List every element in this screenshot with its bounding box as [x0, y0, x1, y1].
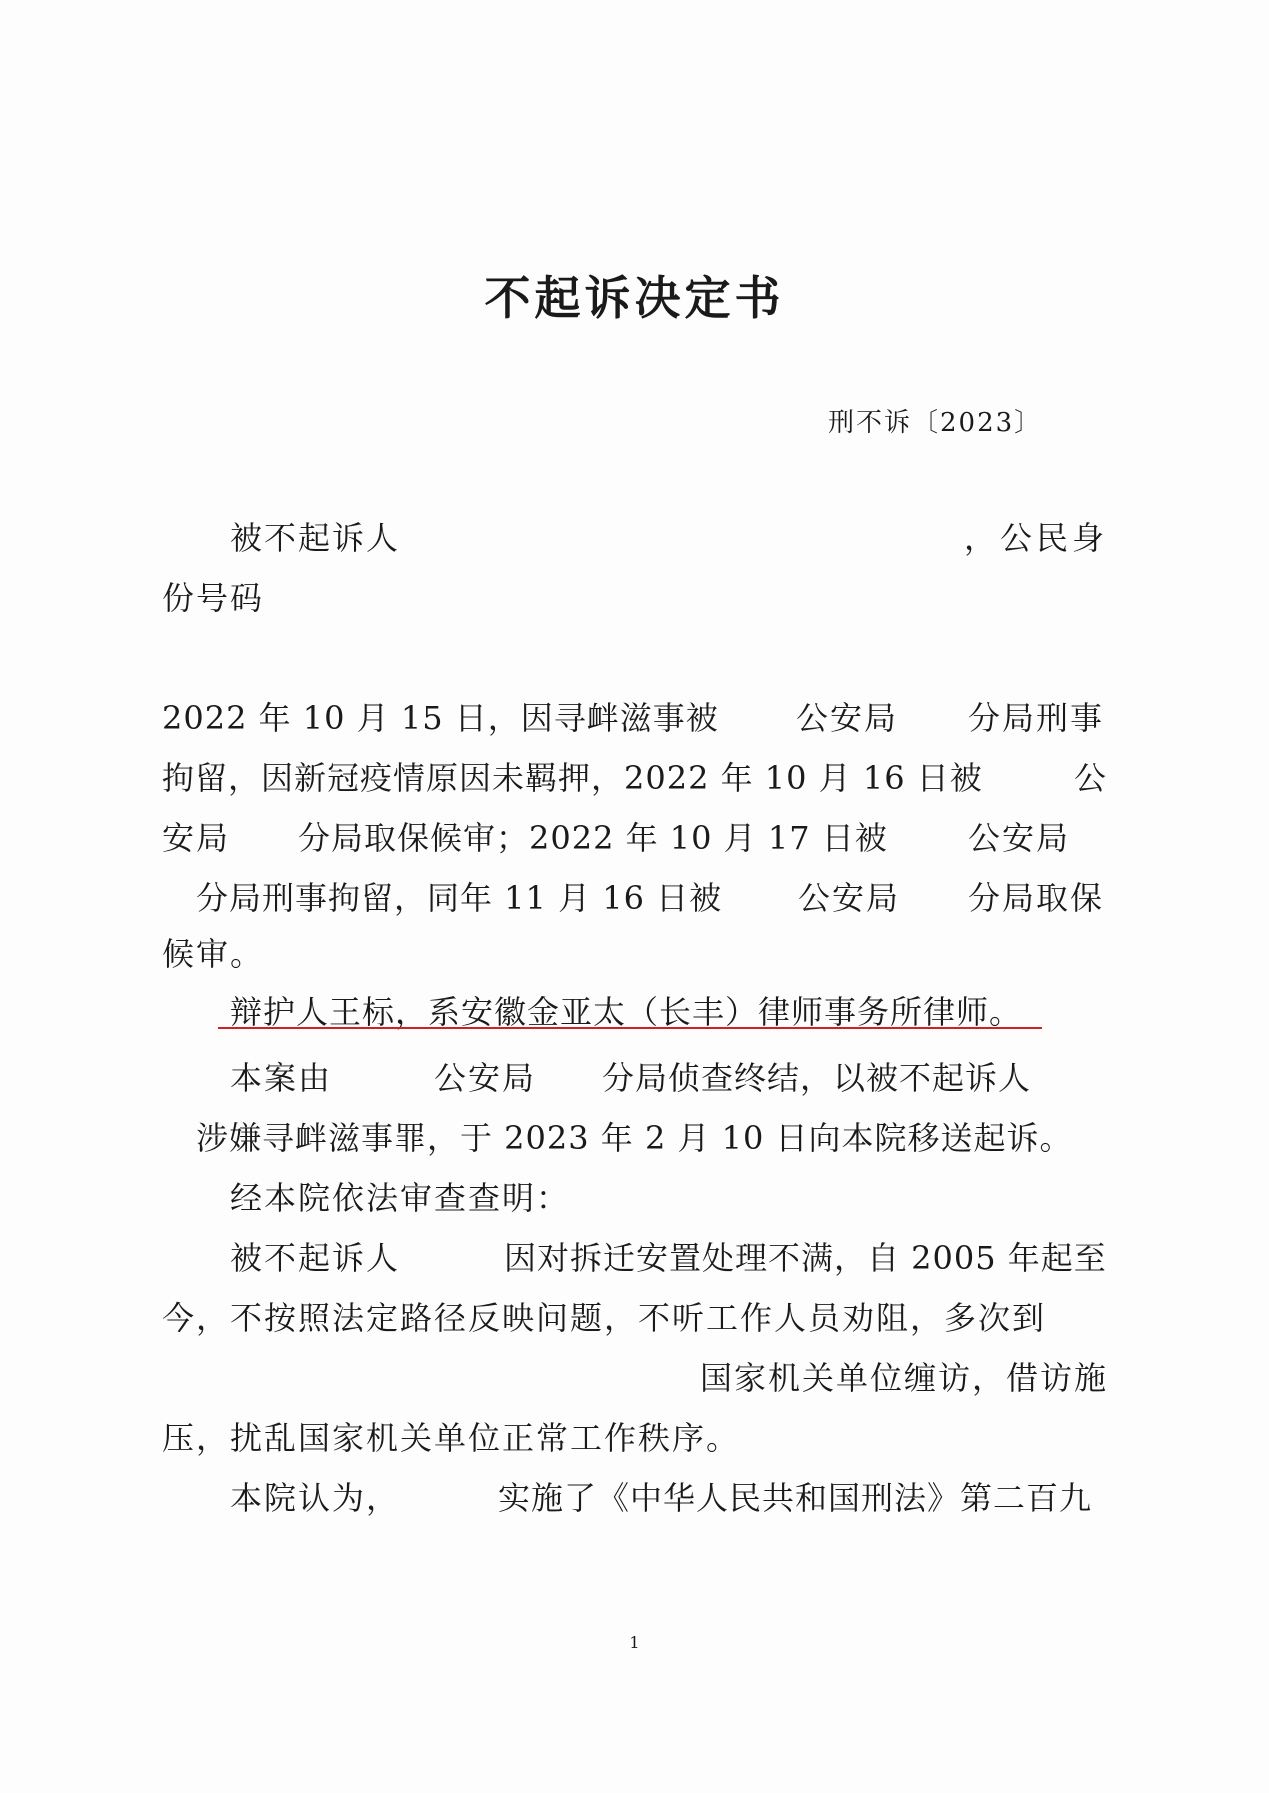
page-number: 1	[629, 1633, 640, 1652]
text-line: 分局刑事拘留，同年 11 月 16 日被	[196, 879, 723, 917]
text-line: 候审。	[162, 935, 265, 973]
text-line: 安局	[162, 819, 231, 857]
text-line: 公安局	[968, 819, 1071, 857]
document-number: 刑不诉〔2023〕	[828, 408, 1043, 438]
text-line: 辩护人王标，系安徽金亚太（长丰）律师事务所律师。	[230, 993, 1023, 1031]
text-line: 公安局	[796, 699, 899, 737]
document-title: 不起诉决定书	[484, 271, 785, 325]
text-line: 被不起诉人	[230, 1239, 401, 1277]
text-line: 份号码	[162, 579, 265, 617]
text-line: 今，不按照法定路径反映问题，不听工作人员劝阻，多次到	[162, 1299, 1047, 1337]
text-line: 公安局	[798, 879, 901, 917]
highlight-underline	[218, 1027, 1042, 1029]
text-line: 公	[1074, 759, 1107, 797]
text-line: 实施了《中华人民共和国刑法》第二百九	[498, 1479, 1093, 1517]
text-line: 本案由	[230, 1059, 333, 1097]
text-line: 经本院依法审查查明：	[230, 1179, 571, 1217]
text-line: 分局刑事	[968, 699, 1105, 737]
text-line: 分局取保	[968, 879, 1105, 917]
text-line: 因对拆迁安置处理不满，自 2005 年起至	[504, 1239, 1107, 1277]
text-line: 涉嫌寻衅滋事罪，于 2023 年 2 月 10 日向本院移送起诉。	[196, 1119, 1073, 1157]
text-line: 2022 年 10 月 15 日，因寻衅滋事被	[162, 699, 719, 737]
text-line: ，公民身	[964, 519, 1109, 557]
text-line: 公安局	[434, 1059, 537, 1097]
text-line: 本院认为，	[230, 1479, 401, 1517]
text-line: 国家机关单位缠访，借访施	[700, 1359, 1109, 1397]
text-line: 分局取保候审；2022 年 10 月 17 日被	[298, 819, 888, 857]
text-line: 分局侦查终结，以被不起诉人	[602, 1059, 1032, 1097]
text-line: 被不起诉人	[230, 519, 401, 557]
text-line: 拘留，因新冠疫情原因未羁押，2022 年 10 月 16 日被	[162, 759, 983, 797]
text-line: 压，扰乱国家机关单位正常工作秩序。	[162, 1419, 741, 1457]
